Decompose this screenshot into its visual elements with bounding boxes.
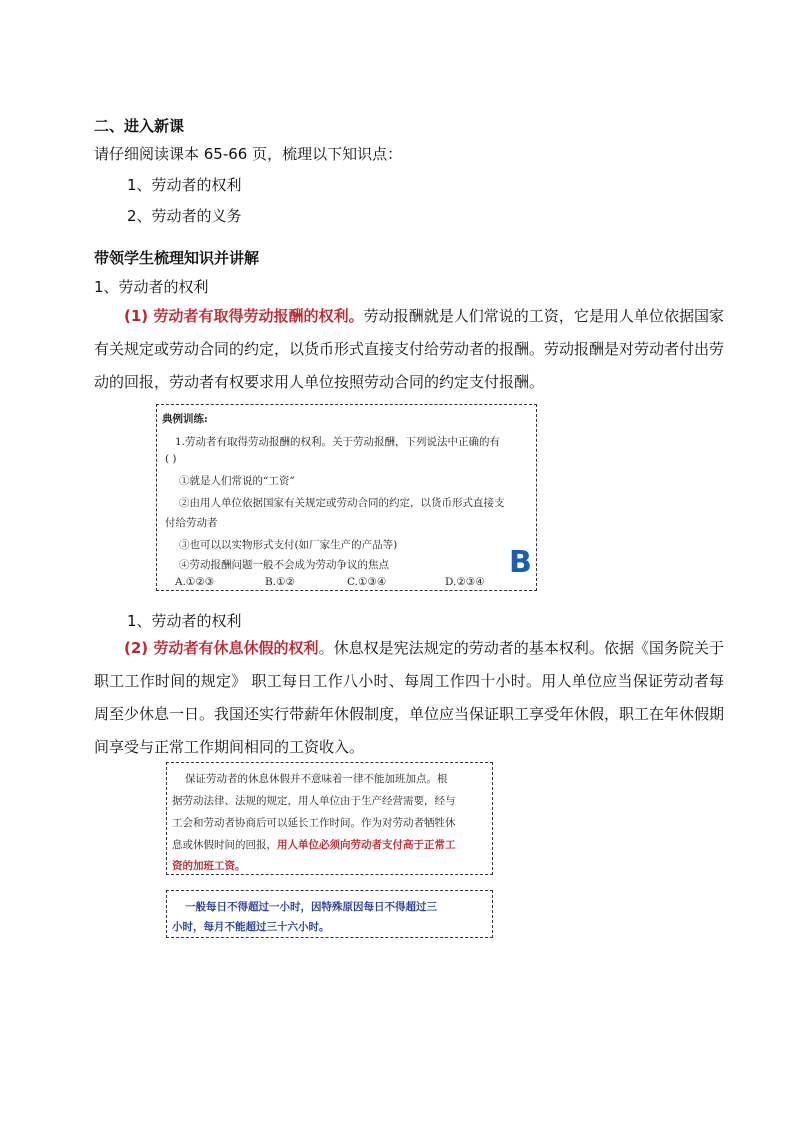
- option-2: ②由用人单位依据国家有关规定或劳动合同的约定，以货币形式直接支: [179, 497, 505, 509]
- note-text: 保证劳动者的休息休假并不意味着一律不能加班加点。根: [185, 773, 448, 785]
- exercise-box: [156, 404, 537, 591]
- note-box-1: [166, 762, 493, 875]
- note-text-plain: 息或休假时间的回报，: [172, 839, 277, 851]
- option-3: ③也可以以实物形式支付(如厂家生产的产品等): [179, 539, 398, 551]
- option-4: ④劳动报酬问题一般不会成为劳动争议的焦点: [179, 559, 389, 571]
- exercise-heading: 典例训练:: [162, 413, 208, 425]
- instruction-text: 请仔细阅读课本 65-66 页，梳理以下知识点：: [94, 145, 403, 163]
- paragraph-2: [94, 632, 724, 764]
- note-text-emphasis: 资的加班工资。: [172, 860, 246, 872]
- option-2-cont: 付给劳动者: [165, 517, 218, 529]
- list-item: 2、劳动者的义务: [127, 207, 242, 225]
- subheading: 1、劳动者的权利: [127, 612, 242, 630]
- answer-letter: B: [509, 545, 532, 580]
- guide-title: 带领学生梳理知识并讲解: [94, 249, 260, 267]
- list-item: 1、劳动者的权利: [127, 176, 242, 194]
- paragraph-highlight: (1) 劳动者有取得劳动报酬的权利。: [124, 307, 364, 325]
- note-text-emphasis: 用人单位必须向劳动者支付高于正常工: [277, 839, 456, 851]
- note-text: [172, 837, 456, 852]
- note-text: 小时，每月不能超过三十六小时。: [172, 921, 330, 933]
- choice-d: D.②③④: [445, 576, 485, 588]
- note-text: 据劳动法律、法规的规定，用人单位由于生产经营需要，经与: [172, 795, 456, 807]
- subheading: 1、劳动者的权利: [94, 278, 209, 296]
- note-box-2: [166, 890, 493, 938]
- paragraph-text: 劳动报酬就是人们常说的工资，它是用人单位依据国家有关规定或劳动合同的约定，以货币形式直接支付给劳动者的报酬。劳动报酬是对劳动者付出劳动的回报，劳动者有权要求用人单位按照劳动合同的约定支付报酬。: [94, 307, 725, 391]
- option-1: ①就是人们常说的“工资”: [179, 475, 295, 487]
- question-text: 1.劳动者有取得劳动报酬的权利。关于劳动报酬，下列说法中正确的有: [175, 436, 501, 448]
- choice-c: C.①③④: [347, 576, 387, 588]
- paragraph-1: [94, 300, 724, 399]
- choice-a: A.①②③: [175, 576, 215, 588]
- choice-b: B.①②: [265, 576, 295, 588]
- note-text: 一般每日不得超过一小时，因特殊原因每日不得超过三: [185, 901, 437, 913]
- note-text: 工会和劳动者协商后可以延长工作时间。作为对劳动者牺牲休: [172, 817, 456, 829]
- paragraph-highlight: (2) 劳动者有休息休假的权利: [124, 639, 319, 657]
- question-blank: ( ): [165, 453, 177, 465]
- section-title: 二、进入新课: [94, 117, 185, 135]
- paragraph-text: 。休息权是宪法规定的劳动者的基本权利。依据《国务院关于职工工作时间的规定》 职工每日工作八小时、每周工作四十小时。用人单位应当保证劳动者每周至少休息一日。我国还实行带薪年休假制度，单位应当保证职工享受年休假，职工在年休假期间享受与正常工作期间相同的工资收入。: [94, 639, 725, 756]
